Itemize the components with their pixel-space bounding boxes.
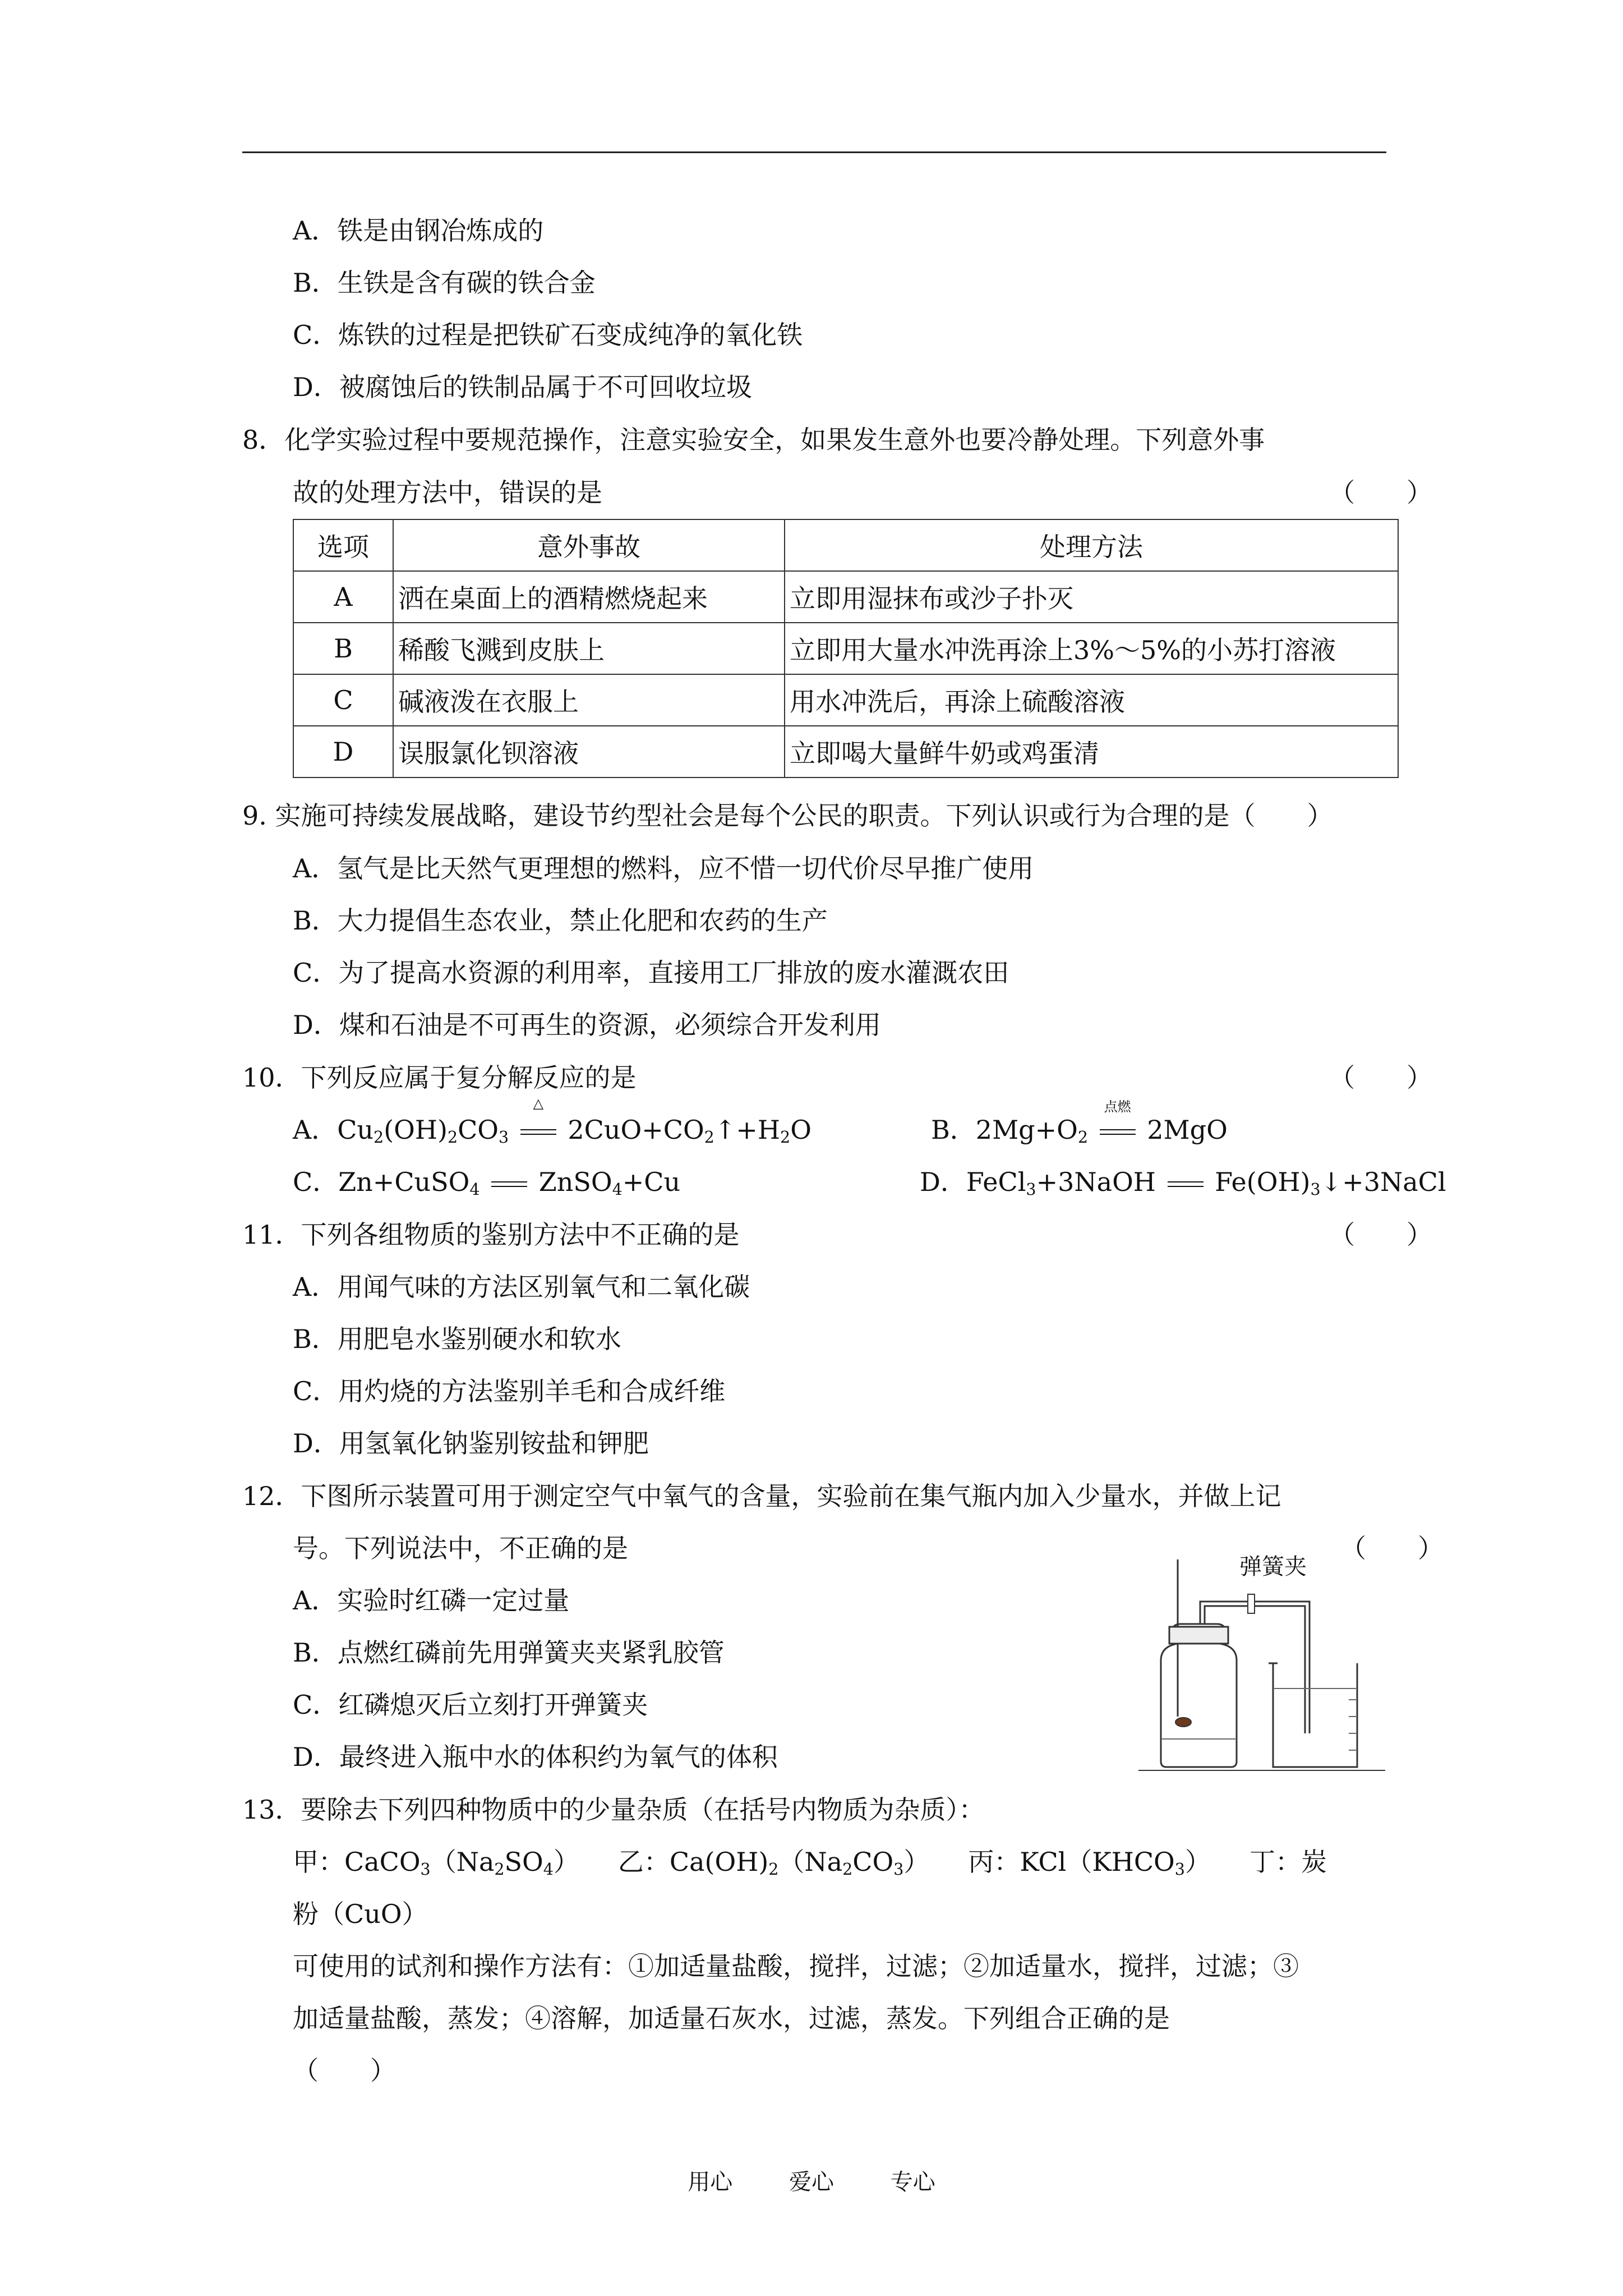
q10-option-c: C．Zn+CuSO$_4$ ZnSO$_4$+Cu xyxy=(293,1167,681,1199)
table-cell: 立即喝大量鲜牛奶或鸡蛋清 xyxy=(785,726,1398,777)
table-header-cell: 处理方法 xyxy=(785,519,1398,571)
q12-stem-line1: 12．下图所示装置可用于测定空气中氧气的含量，实验前在集气瓶内加入少量水，并做上记 xyxy=(242,1481,1281,1511)
q9-option-a: A．氢气是比天然气更理想的燃料，应不惜一切代价尽早推广使用 xyxy=(293,853,1034,884)
table-cell: 立即用湿抹布或沙子扑灭 xyxy=(785,571,1398,623)
q7-option-c: C．炼铁的过程是把铁矿石变成纯净的氧化铁 xyxy=(293,320,803,350)
q9-option-d: D．煤和石油是不可再生的资源，必须综合开发利用 xyxy=(293,1010,881,1040)
q7-option-b: B．生铁是含有碳的铁合金 xyxy=(293,268,596,298)
table-cell: B xyxy=(293,623,393,674)
q12-option-a: A．实验时红磷一定过量 xyxy=(293,1585,570,1616)
q13-stem: 13．要除去下列四种物质中的少量杂质（在括号内物质为杂质）： xyxy=(242,1795,985,1825)
q10-answer-paren: （ ） xyxy=(1329,1062,1432,1093)
q11-option-b: B．用肥皂水鉴别硬水和软水 xyxy=(293,1324,621,1354)
table-cell: 用水冲洗后，再涂上硫酸溶液 xyxy=(785,674,1398,726)
q10-stem: 10．下列反应属于复分解反应的是 xyxy=(242,1062,637,1093)
q13-line6: （ ） xyxy=(293,2055,396,2086)
apparatus-diagram xyxy=(1138,1548,1385,1773)
q13-line4: 可使用的试剂和操作方法有：①加适量盐酸，搅拌，过滤；②加适量水，搅拌，过滤；③ xyxy=(293,1951,1299,1981)
table-header-cell: 选项 xyxy=(293,519,393,571)
table-header-cell: 意外事故 xyxy=(393,519,785,571)
q10-option-d: D．FeCl$_3$+3NaOH $Fe(OH)_3↓+3NaCl$ xyxy=(920,1167,1446,1199)
heat-condition: △ xyxy=(533,1096,544,1111)
q7-option-a: A．铁是由钢冶炼成的 xyxy=(293,215,544,246)
table-cell: 洒在桌面上的酒精燃烧起来 xyxy=(393,571,785,623)
oxygen-apparatus-figure xyxy=(1138,1548,1385,1779)
header-rule xyxy=(242,151,1386,153)
table-cell: 立即用大量水冲洗再涂上3%～5%的小苏打溶液 xyxy=(785,623,1398,674)
q8-stem-line2: 故的处理方法中，错误的是 xyxy=(293,477,602,508)
q8-stem-line1: 8．化学实验过程中要规范操作，注意实验安全，如果发生意外也要冷静处理。下列意外事 xyxy=(242,425,1265,455)
q13-line3: 粉（CuO） xyxy=(293,1899,428,1929)
q8-answer-paren: （ ） xyxy=(1329,477,1432,508)
q13-line5: 加适量盐酸，蒸发；④溶解，加适量石灰水，过滤，蒸发。下列组合正确的是 xyxy=(293,2003,1170,2033)
q9-option-b: B．大力提倡生态农业，禁止化肥和农药的生产 xyxy=(293,905,828,936)
table-row xyxy=(293,571,1398,623)
footer-text: 用心 xyxy=(688,2169,733,2195)
table-row xyxy=(293,674,1398,726)
page-footer xyxy=(0,2164,1623,2196)
q11-option-a: A．用闻气味的方法区别氧气和二氧化碳 xyxy=(293,1272,750,1302)
q12-option-c: C．红磷熄灭后立刻打开弹簧夹 xyxy=(293,1690,648,1720)
table-header-row xyxy=(293,519,1398,571)
table-cell: 误服氯化钡溶液 xyxy=(393,726,785,777)
table-row xyxy=(293,726,1398,777)
table-cell: A xyxy=(293,571,393,623)
q9-option-c: C．为了提高水资源的利用率，直接用工厂排放的废水灌溉农田 xyxy=(293,958,1009,988)
accident-table xyxy=(293,519,1399,778)
q10-option-a: A．$Cu_2(OH)_2CO_3$ △ $2CuO+CO_2↑+H_2O$ xyxy=(293,1096,811,1147)
q12-option-d: D．最终进入瓶中水的体积约为氧气的体积 xyxy=(293,1742,778,1772)
q11-stem: 11．下列各组物质的鉴别方法中不正确的是 xyxy=(242,1220,740,1250)
spring-clip-label: 弹簧夹 xyxy=(1239,1554,1307,1580)
table-row xyxy=(293,623,1398,674)
table-cell: 稀酸飞溅到皮肤上 xyxy=(393,623,785,674)
footer-text: 专心 xyxy=(890,2169,935,2195)
footer-text: 爱心 xyxy=(789,2169,834,2195)
q12-option-b: B．点燃红磷前先用弹簧夹夹紧乳胶管 xyxy=(293,1637,725,1668)
table-cell: D xyxy=(293,726,393,777)
q12-stem-line2: 号。下列说法中，不正确的是 xyxy=(293,1533,628,1563)
q12-answer-paren: （ ） xyxy=(1340,1533,1444,1563)
q9-stem: 9. 实施可持续发展战略，建设节约型社会是每个公民的职责。下列认识或行为合理的是（ ） xyxy=(242,800,1333,831)
q10-option-b: B．$2Mg+O_2$ 点燃 2MgO xyxy=(931,1110,1228,1147)
table-cell: 碱液泼在衣服上 xyxy=(393,674,785,726)
ignite-condition: 点燃 xyxy=(1104,1099,1131,1115)
q7-option-d: D．被腐蚀后的铁制品属于不可回收垃圾 xyxy=(293,372,752,402)
q11-answer-paren: （ ） xyxy=(1329,1220,1432,1250)
q13-line2: 甲：$CaCO_3(Na_2SO_4)$ 乙：$Ca(OH)_2(Na_2CO_3)$ 丙：$KCl(KHCO_3)$ 丁：炭 xyxy=(293,1847,1327,1879)
table-cell: C xyxy=(293,674,393,726)
q11-option-d: D．用氢氧化钠鉴别铵盐和钾肥 xyxy=(293,1428,649,1458)
q11-option-c: C．用灼烧的方法鉴别羊毛和合成纤维 xyxy=(293,1376,726,1406)
